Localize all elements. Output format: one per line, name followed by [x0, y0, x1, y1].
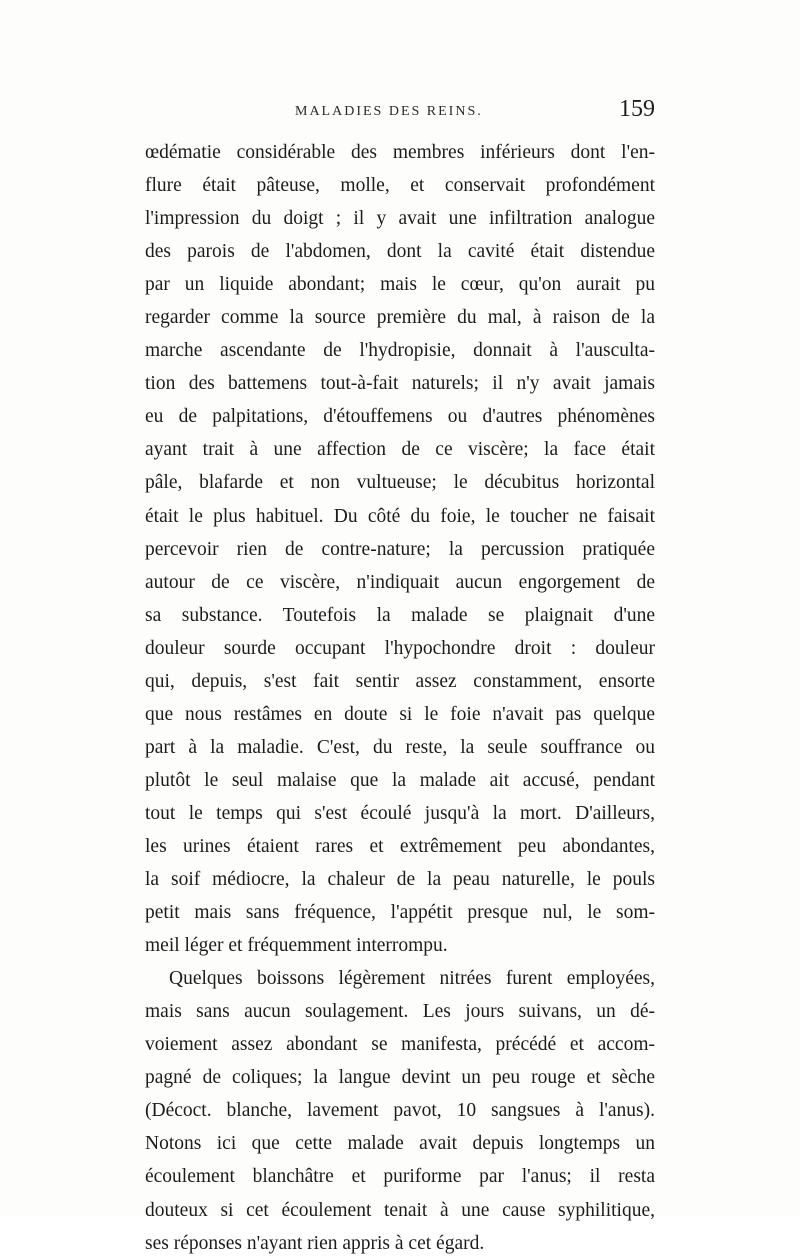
text-line: des parois de l'abdomen, dont la cavité était distendue	[145, 241, 655, 263]
text-line: les urines étaient rares et extrêmement peu abondantes,	[145, 835, 655, 857]
text-line: tion des battemens tout-à-fait naturels; il n'y avait jamais	[145, 373, 655, 395]
text-line: voiement assez abondant se manifesta, précédé et accom-	[145, 1034, 655, 1056]
text-line: flure était pâteuse, molle, et conservait profondément	[145, 175, 655, 197]
text-line: meil léger et fréquemment interrompu.	[145, 935, 448, 957]
text-line: Quelques boissons légèrement nitrées furent employées,	[169, 968, 655, 990]
text-line: douteux si cet écoulement tenait à une cause syphilitique,	[145, 1199, 655, 1221]
text-line: qui, depuis, s'est fait sentir assez constamment, ensorte	[145, 670, 655, 692]
text-line: sa substance. Toutefois la malade se plaignait d'une	[145, 604, 655, 626]
text-line: pagné de coliques; la langue devint un peu rouge et sèche	[145, 1067, 655, 1089]
text-line: œdématie considérable des membres inférieurs dont l'en-	[145, 142, 655, 163]
text-line: était le plus habituel. Du côté du foie, le toucher ne faisait	[145, 505, 655, 527]
text-line: pâle, blafarde et non vultueuse; le décubitus horizontal	[145, 472, 655, 494]
text-line: (Décoct. blanche, lavement pavot, 10 sangsues à l'anus).	[145, 1100, 655, 1122]
running-title: MALADIES DES REINS.	[295, 104, 483, 119]
text-line: regarder comme la source première du mal, à raison de la	[145, 307, 655, 329]
text-line: la soif médiocre, la chaleur de la peau naturelle, le pouls	[145, 869, 655, 891]
text-line: autour de ce viscère, n'indiquait aucun engorgement de	[145, 571, 655, 593]
text-line: ses réponses n'ayant rien appris à cet égard.	[145, 1232, 485, 1254]
text-line: l'impression du doigt ; il y avait une infiltration analogue	[145, 208, 655, 230]
body-text	[145, 136, 655, 1260]
running-head	[145, 96, 655, 130]
text-line: par un liquide abondant; mais le cœur, qu'on aurait pu	[145, 274, 655, 296]
text-line: percevoir rien de contre-nature; la percussion pratiquée	[145, 538, 655, 560]
page-number: 159	[619, 96, 655, 122]
text-line: petit mais sans fréquence, l'appétit presque nul, le som-	[145, 902, 655, 924]
text-line: tout le temps qui s'est écoulé jusqu'à la mort. D'ailleurs,	[145, 802, 655, 824]
text-line: mais sans aucun soulagement. Les jours suivans, un dé-	[145, 1001, 655, 1023]
text-line: Notons ici que cette malade avait depuis longtemps un	[145, 1133, 655, 1155]
text-line: ayant trait à une affection de ce viscère; la face était	[145, 439, 655, 461]
text-line: que nous restâmes en doute si le foie n'avait pas quelque	[145, 703, 655, 725]
text-line: marche ascendante de l'hydropisie, donnait à l'ausculta-	[145, 340, 655, 362]
text-line: plutôt le seul malaise que la malade ait accusé, pendant	[145, 769, 655, 791]
text-line: écoulement blanchâtre et puriforme par l'anus; il resta	[145, 1166, 655, 1188]
text-line: douleur sourde occupant l'hypochondre droit : douleur	[145, 637, 655, 659]
text-line: eu de palpitations, d'étouffemens ou d'autres phénomènes	[145, 406, 655, 428]
text-line: part à la maladie. C'est, du reste, la seule souffrance ou	[145, 736, 655, 758]
